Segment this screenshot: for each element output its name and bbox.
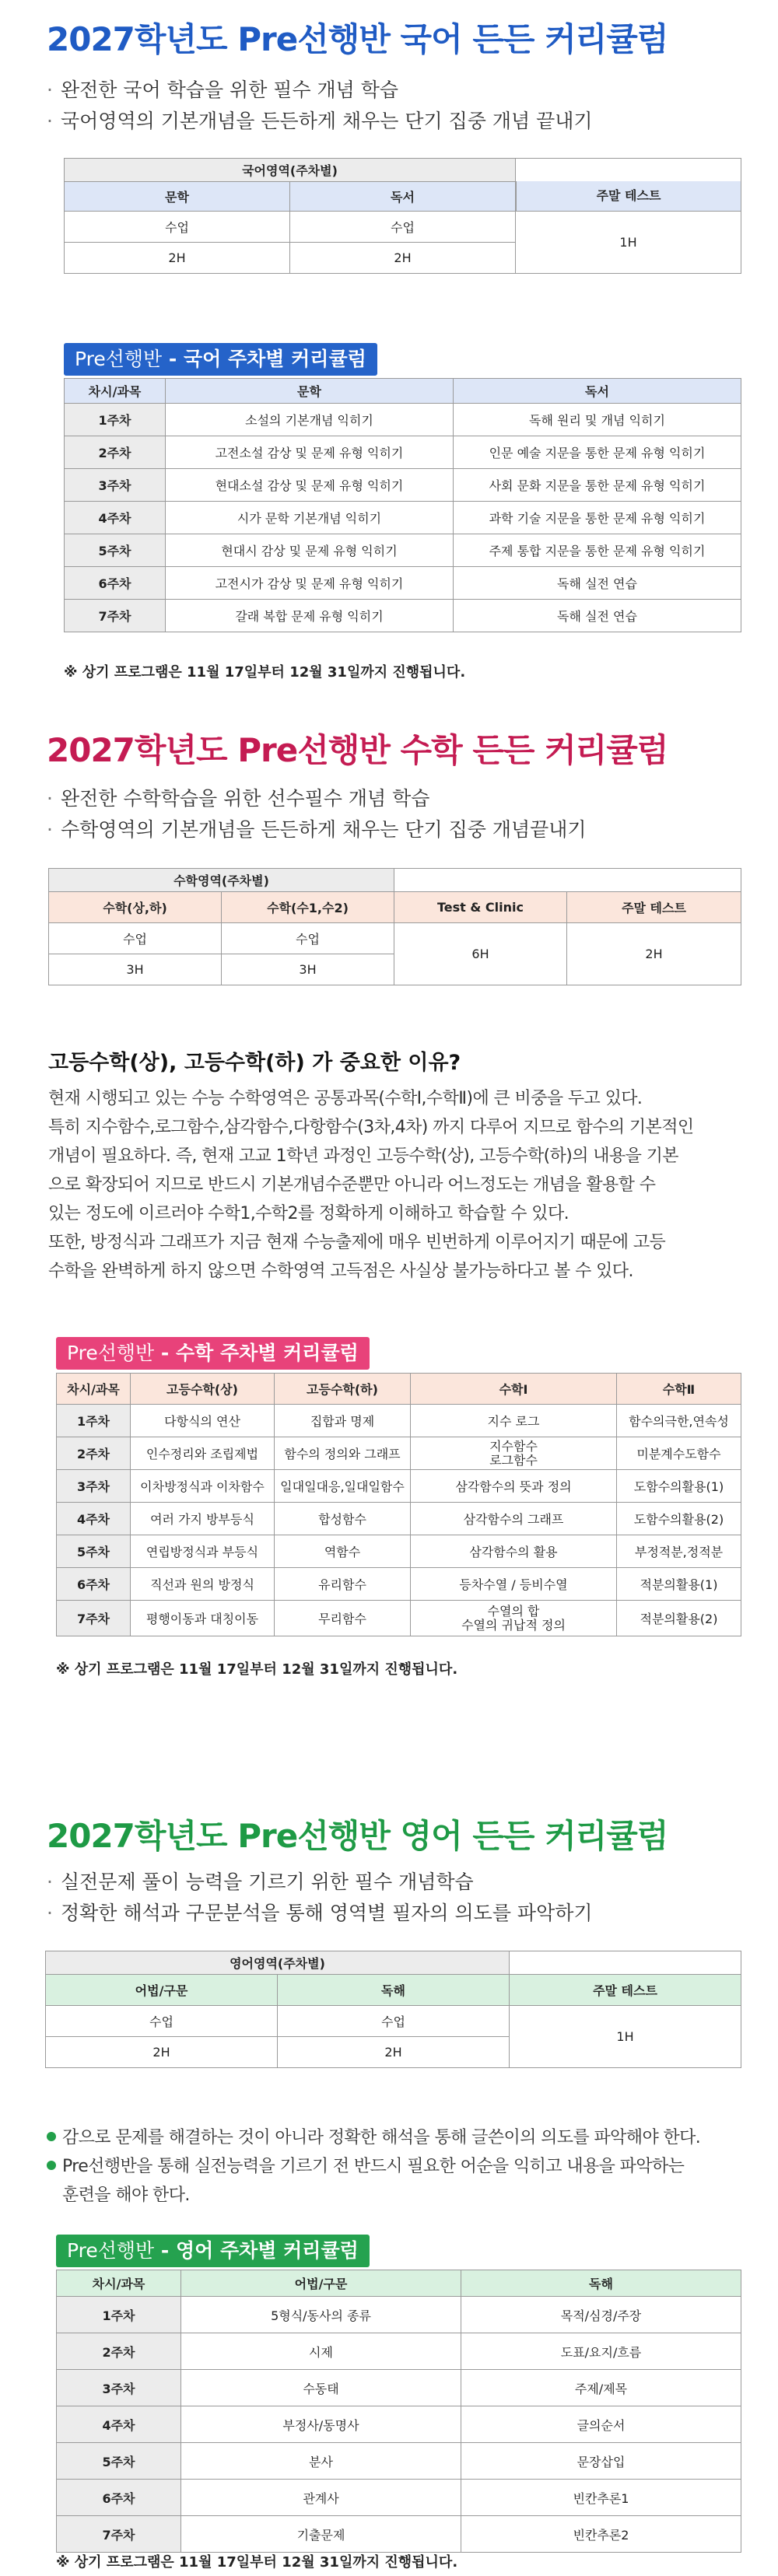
column-header: 독해: [461, 2270, 741, 2297]
table-cell: 2H: [290, 243, 516, 274]
bullet-dot-icon: [47, 2132, 56, 2141]
table-cell: 2H: [278, 2037, 510, 2068]
table-row: 5주차 현대시 감상 및 문제 유형 익히기 주제 통합 지문을 통한 문제 유형 익히기: [65, 534, 741, 567]
table-row: 4주차 부정사/동명사 글의순서: [57, 2406, 741, 2443]
table-row: 5주차 연립방정식과 부등식 역함수 삼각함수의 활용 부정적분,정적분: [57, 1535, 741, 1568]
table-cell: 수업: [49, 923, 222, 954]
table-row: 2주차 인수정리와 조립제법 함수의 정의와 그래프 지수함수 로그함수 미분계수도함수: [57, 1437, 741, 1470]
english-curriculum-tag: Pre선행반 - 영어 주차별 커리큘럼: [56, 2235, 370, 2267]
table-cell: 1H: [510, 2006, 741, 2068]
table-cell: 수업: [222, 923, 394, 954]
bullet-item: · 완전한 수학학습을 위한 선수필수 개념 학습: [47, 787, 430, 810]
table-cell: 2H: [46, 2037, 278, 2068]
bullet-item: · 완전한 국어 학습을 위한 필수 개념 학습: [47, 79, 399, 101]
table-row: 1주차 소설의 기본개념 익히기 독해 원리 및 개념 익히기: [65, 404, 741, 436]
column-header: 주말 테스트: [510, 1975, 741, 2006]
table-cell: 1H: [516, 212, 741, 274]
math-paragraph: 현재 시행되고 있는 수능 수학영역은 공통과목(수학Ⅰ,수학Ⅱ)에 큰 비중을 두고 있다. 특히 지수함수,로그함수,삼각함수,다항함수(3차,4차) 까지 다루어 지므로 함수의 기본적인 개념이 필요하다. 즉, 현재 고교 1학년 과정인 고등수학(상), 고등수학(하)의 내용을 기본 으로 확장되어 지므로 반드시 기본개념수준뿐만 아니라 어느정도는 개념을 활용할 수 있는 정도에 이르러야 수학1,수학2를 정확하게 이해하고 학습할 수 있다. 또한, 방정식과 그래프가 지금 현재 수능출제에 매우 빈번하게 이루어지기 때문에 고등 수학을 완벽하게 하지 않으면 수학영역 고득점은 사실상 불가능하다고 볼 수 있다.: [48, 1089, 694, 1281]
table-row: 4주차 여러 가지 방부등식 합성함수 삼각함수의 그래프 도함수의활용(2): [57, 1503, 741, 1535]
column-header: 주말 테스트: [567, 892, 741, 923]
korean-summary-table: [64, 158, 741, 274]
column-header: 수학Ⅰ: [411, 1374, 617, 1405]
table-cell: 수업: [278, 2006, 510, 2037]
table-row: 6주차 관계사 빈칸추론1: [57, 2480, 741, 2516]
column-header: 수학(상,하): [49, 892, 222, 923]
column-header: 고등수학(하): [275, 1374, 411, 1405]
math-title: 2027학년도 Pre선행반 수학 든든 커리큘럼: [47, 731, 668, 769]
blank-cell: [394, 869, 741, 892]
english-title: 2027학년도 Pre선행반 영어 든든 커리큘럼: [47, 1817, 668, 1855]
column-header: 문학: [65, 182, 290, 212]
math-weekly-table: [56, 1373, 741, 1636]
table-cell: 수업: [65, 212, 290, 243]
table-cell: 2H: [65, 243, 290, 274]
table-row: 3주차 수동태 주제/제목: [57, 2370, 741, 2406]
table-cell: 수업: [290, 212, 516, 243]
why-important-title: 고등수학(상), 고등수학(하) 가 중요한 이유?: [48, 1051, 461, 1075]
table-row: 7주차 평행이동과 대칭이동 무리함수 수열의 합 수열의 귀납적 정의 적분의활용(2): [57, 1601, 741, 1636]
column-header: 수학(수1,수2): [222, 892, 394, 923]
column-header: 고등수학(상): [131, 1374, 275, 1405]
group-header: 수학영역(주차별): [49, 869, 394, 892]
key-point: 감으로 문제를 해결하는 것이 아니라 정확한 해석을 통해 글쓴이의 의도를 파악해야 한다.: [47, 2123, 762, 2152]
table-row: 2주차 고전소설 감상 및 문제 유형 익히기 인문 예술 지문을 통한 문제 유형 익히기: [65, 436, 741, 469]
table-cell: 수업: [46, 2006, 278, 2037]
column-header: 차시/과목: [57, 2270, 181, 2297]
group-header: 영어영역(주차별): [46, 1951, 510, 1975]
table-row: 2주차 시제 도표/요지/흐름: [57, 2333, 741, 2370]
group-header: 국어영역(주차별): [65, 159, 516, 182]
blank-cell: [510, 1951, 741, 1975]
korean-weekly-table: [64, 378, 741, 632]
korean-note: ※ 상기 프로그램은 11월 17일부터 12월 31일까지 진행됩니다.: [64, 664, 466, 681]
bullet-item: · 국어영역의 기본개념을 든든하게 채우는 단기 집중 개념 끝내기: [47, 110, 593, 132]
table-row: 5주차 분사 문장삽입: [57, 2443, 741, 2480]
table-cell: 3H: [222, 954, 394, 985]
key-point-continued: 훈련을 해야 한다.: [62, 2186, 190, 2205]
bullet-item: · 수학영역의 기본개념을 든든하게 채우는 단기 집중 개념끝내기: [47, 818, 587, 841]
column-header: 어법/구문: [46, 1975, 278, 2006]
table-row: 3주차 이차방정식과 이차함수 일대일대응,일대일함수 삼각함수의 뜻과 정의 도함수의활용(1): [57, 1470, 741, 1503]
column-header: 차시/과목: [65, 379, 166, 404]
korean-bullets: [47, 75, 593, 137]
table-cell: 2H: [567, 923, 741, 985]
column-header: Test & Clinic: [394, 892, 567, 923]
column-header: 독해: [278, 1975, 510, 2006]
korean-title: 2027학년도 Pre선행반 국어 든든 커리큘럼: [47, 20, 668, 58]
english-weekly-table: [56, 2270, 741, 2553]
bullet-dot-icon: [47, 2161, 56, 2170]
column-header: 어법/구문: [181, 2270, 461, 2297]
column-header: 차시/과목: [57, 1374, 131, 1405]
table-row: 7주차 갈래 복합 문제 유형 익히기 독해 실전 연습: [65, 600, 741, 632]
column-header: 주말 테스트: [516, 181, 741, 212]
english-key-points: [47, 2123, 762, 2210]
table-row: 6주차 직선과 원의 방정식 유리함수 등차수열 / 등비수열 적분의활용(1): [57, 1568, 741, 1601]
column-header: 수학Ⅱ: [617, 1374, 741, 1405]
english-bullets: [47, 1867, 593, 1929]
korean-curriculum-tag: Pre선행반 - 국어 주차별 커리큘럼: [64, 343, 377, 376]
bullet-item: · 정확한 해석과 구문분석을 통해 영역별 필자의 의도를 파악하기: [47, 1902, 593, 1924]
column-header: 독서: [290, 182, 516, 212]
table-cell: 3H: [49, 954, 222, 985]
key-point: Pre선행반을 통해 실전능력을 기르기 전 반드시 필요한 어순을 익히고 내용을 파악하는: [47, 2152, 762, 2181]
table-cell: 6H: [394, 923, 567, 985]
english-note: ※ 상기 프로그램은 11월 17일부터 12월 31일까지 진행됩니다.: [56, 2554, 458, 2571]
table-row: 4주차 시가 문학 기본개념 익히기 과학 기술 지문을 통한 문제 유형 익히기: [65, 502, 741, 534]
table-row: 6주차 고전시가 감상 및 문제 유형 익히기 독해 실전 연습: [65, 567, 741, 600]
table-row: 1주차 5형식/동사의 종류 목적/심경/주장: [57, 2297, 741, 2333]
column-header: 문학: [166, 379, 454, 404]
math-bullets: [47, 783, 587, 845]
column-header: 독서: [454, 379, 741, 404]
bullet-item: · 실전문제 풀이 능력을 기르기 위한 필수 개념학습: [47, 1871, 474, 1893]
table-row: 1주차 다항식의 연산 집합과 명제 지수 로그 함수의극한,연속성: [57, 1405, 741, 1437]
table-row: 7주차 기출문제 빈칸추론2: [57, 2516, 741, 2553]
table-row: 3주차 현대소설 감상 및 문제 유형 익히기 사회 문화 지문을 통한 문제 유형 익히기: [65, 469, 741, 502]
math-summary-table: [48, 868, 741, 985]
english-summary-table: [45, 1951, 741, 2068]
math-curriculum-tag: Pre선행반 - 수학 주차별 커리큘럼: [56, 1337, 370, 1370]
math-note: ※ 상기 프로그램은 11월 17일부터 12월 31일까지 진행됩니다.: [56, 1661, 458, 1678]
